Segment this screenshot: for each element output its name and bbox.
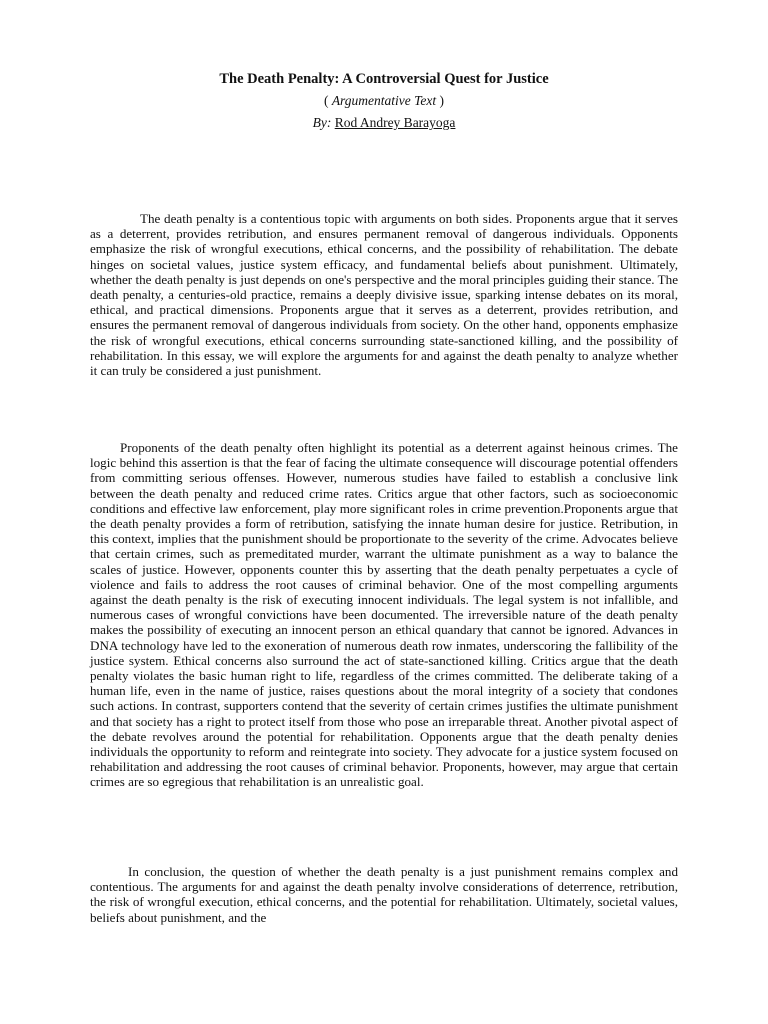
subtitle-open-paren: ( bbox=[323, 93, 332, 108]
paragraph-conclusion: In conclusion, the question of whether the death penalty is a just punishment remains complex and contentious. The arguments for and against the death penalty involve considerations of deterrence, retribution, the risk of wrongful execution, ethical concerns, and the potential for rehabilitation. Ultimately, societal values, beliefs about punishment, and the bbox=[90, 864, 678, 925]
paragraph-arguments: Proponents of the death penalty often highlight its potential as a deterrent against heinous crimes. The logic behind this assertion is that the fear of facing the ultimate consequence will discourage potential offenders from committing serious offenses. However, numerous studies have failed to establish a conclusive link between the death penalty and reduced crime rates. Critics argue that other factors, such as socioeconomic conditions and effective law enforcement, play more significant roles in crime prevention.Proponents argue that the death penalty provides a form of retribution, satisfying the innate human desire for justice. Retribution, in this context, implies that the punishment should be proportionate to the severity of the crime. Advocates believe that certain crimes, such as premeditated murder, warrant the ultimate punishment as a way to balance the scales of justice. However, opponents counter this by asserting that the death penalty perpetuates a cycle of violence and fails to address the root causes of criminal behavior. One of the most compelling arguments against the death penalty is the risk of executing innocent individuals. The legal system is not infallible, and numerous cases of wrongful convictions have been documented. The irreversible nature of the death penalty makes the possibility of executing an innocent person an ethical quandary that cannot be ignored. Advances in DNA technology have led to the exoneration of numerous death row inmates, underscoring the fallibility of the justice system. Ethical concerns also surround the act of state-sanctioned killing. Critics argue that the death penalty violates the basic human right to life, regardless of the crimes committed. The deliberate taking of a human life, even in the name of justice, raises questions about the moral integrity of a society that condones such actions. In contrast, supporters contend that the severity of certain crimes justifies the ultimate punishment and that society has a right to protect itself from those who pose an irreparable threat. Another pivotal aspect of the debate revolves around the potential for rehabilitation. Opponents argue that the death penalty denies individuals the opportunity to reform and reintegrate into society. They advocate for a justice system focused on rehabilitation and addressing the root causes of criminal behavior. Proponents, however, may argue that certain crimes are so egregious that rehabilitation is an unrealistic goal. bbox=[90, 440, 678, 790]
by-label: By: bbox=[312, 115, 332, 130]
paragraph-introduction: The death penalty is a contentious topic with arguments on both sides. Proponents argue that it serves as a deterrent, provides retribution, and ensures permanent removal of dangerous individuals. Opponents emphasize the risk of wrongful executions, ethical concerns, and the possibility of rehabilitation. The debate hinges on societal values, justice system efficacy, and fundamental beliefs about punishment. Ultimately, whether the death penalty is just depends on one's perspective and the moral principles guiding their stance. The death penalty, a centuries-old practice, remains a deeply divisive issue, sparking intense debates on its moral, ethical, and practical dimensions. Proponents argue that it serves as a deterrent, provides retribution, and ensures the permanent removal of dangerous individuals from society. On the other hand, opponents emphasize the risk of wrongful executions, ethical concerns surrounding state-sanctioned killing, and the possibility of rehabilitation. In this essay, we will explore the arguments for and against the death penalty to analyze whether it can truly be considered a just punishment. bbox=[90, 211, 678, 379]
document-subtitle bbox=[0, 92, 768, 110]
author-name: Rod Andrey Barayoga bbox=[334, 115, 456, 130]
subtitle-text: Argumentative Text bbox=[331, 93, 437, 108]
document-title: The Death Penalty: A Controversial Quest for Justice bbox=[219, 71, 549, 87]
document-header bbox=[0, 70, 768, 132]
byline bbox=[0, 114, 768, 132]
subtitle-close-paren: ) bbox=[436, 93, 445, 108]
